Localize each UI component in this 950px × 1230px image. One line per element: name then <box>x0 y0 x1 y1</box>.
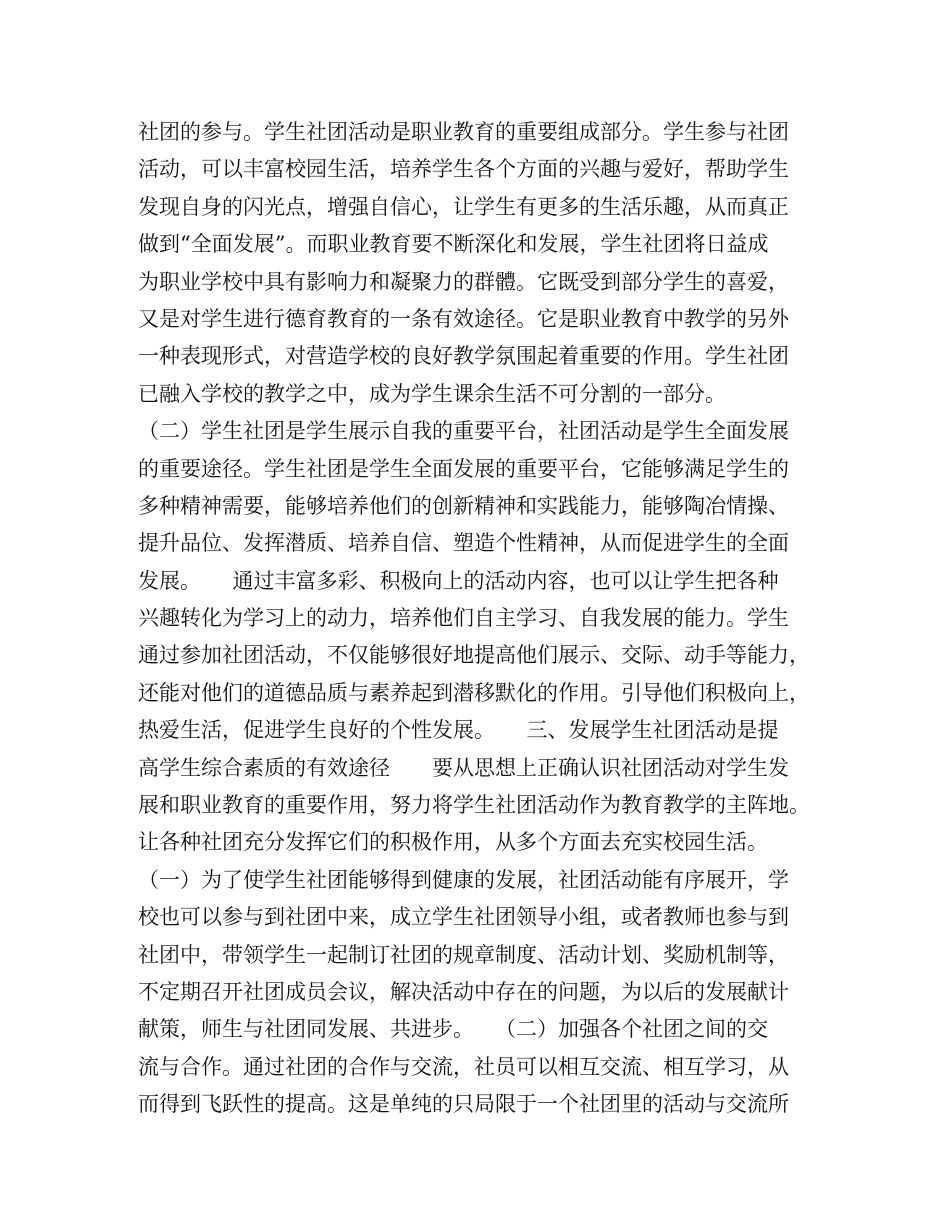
text-line: 发现自身的闪光点，增强自信心，让学生有更多的生活乐趣，从而真正 <box>138 194 789 219</box>
body-text <box>138 114 828 1124</box>
text-line: 发展。 通过丰富多彩、积极向上的活动内容，也可以让学生把各种 <box>138 568 779 593</box>
text-line: 多种精神需要，能够培养他们的创新精神和实践能力，能够陶冶情操、 <box>138 493 789 518</box>
text-line: 不定期召开社团成员会议，解决活动中存在的问题，为以后的发展献计 <box>138 979 789 1004</box>
text-line: 展和职业教育的重要作用，努力将学生社团活动作为教育教学的主阵地。 <box>138 793 810 818</box>
text-line: 高学生综合素质的有效途径 要从思想上正确认识社团活动对学生发 <box>138 755 789 780</box>
text-line: 而得到飞跃性的提高。这是单纯的只局限于一个社团里的活动与交流所 <box>138 1092 789 1117</box>
text-line: 又是对学生进行德育教育的一条有效途径。它是职业教育中教学的另外 <box>138 306 789 331</box>
text-line: 为职业学校中具有影响力和凝聚力的群體。它既受到部分学生的喜爱， <box>138 269 789 294</box>
text-line: 社团的参与。学生社团活动是职业教育的重要组成部分。学生参与社团 <box>138 120 789 144</box>
text-line: 已融入学校的教学之中，成为学生课余生活不可分割的一部分。 <box>138 381 726 406</box>
text-line: 做到“全面发展”。而职业教育要不断深化和发展，学生社团将日益成 <box>138 232 769 257</box>
text-line: 兴趣转化为学习上的动力，培养他们自主学习、自我发展的能力。学生 <box>138 606 789 631</box>
text-line: （二）学生社团是学生展示自我的重要平台，社团活动是学生全面发展 <box>138 419 789 444</box>
text-line: 通过参加社团活动，不仅能够很好地提高他们展示、交际、动手等能力， <box>138 643 810 668</box>
text-line: 流与合作。通过社团的合作与交流，社员可以相互交流、相互学习，从 <box>138 1054 789 1079</box>
text-line: 热爱生活，促进学生良好的个性发展。 三、发展学生社团活动是提 <box>138 718 779 743</box>
text-line: 提升品位、发挥潜质、培养自信、塑造个性精神，从而促进学生的全面 <box>138 531 789 556</box>
text-line: 让各种社团充分发挥它们的积极作用，从多个方面去充实校园生活。 <box>138 830 768 855</box>
text-line: 校也可以参与到社团中来，成立学生社团领导小组，或者教师也参与到 <box>138 905 789 930</box>
text-line: 还能对他们的道德品质与素养起到潜移默化的作用。引导他们积极向上， <box>138 680 810 705</box>
text-line: 的重要途径。学生社团是学生全面发展的重要平台，它能够满足学生的 <box>138 456 789 481</box>
text-line: （一）为了使学生社团能够得到健康的发展，社团活动能有序展开，学 <box>138 867 789 892</box>
text-line: 献策，师生与社团同发展、共进步。 （二）加强各个社团之间的交 <box>138 1017 768 1042</box>
text-line: 活动，可以丰富校园生活，培养学生各个方面的兴趣与爱好，帮助学生 <box>138 157 789 182</box>
text-line: 社团中，带领学生一起制订社团的规章制度、活动计划、奖励机制等， <box>138 942 789 967</box>
text-line: 一种表现形式，对营造学校的良好教学氛围起着重要的作用。学生社团 <box>138 344 789 369</box>
